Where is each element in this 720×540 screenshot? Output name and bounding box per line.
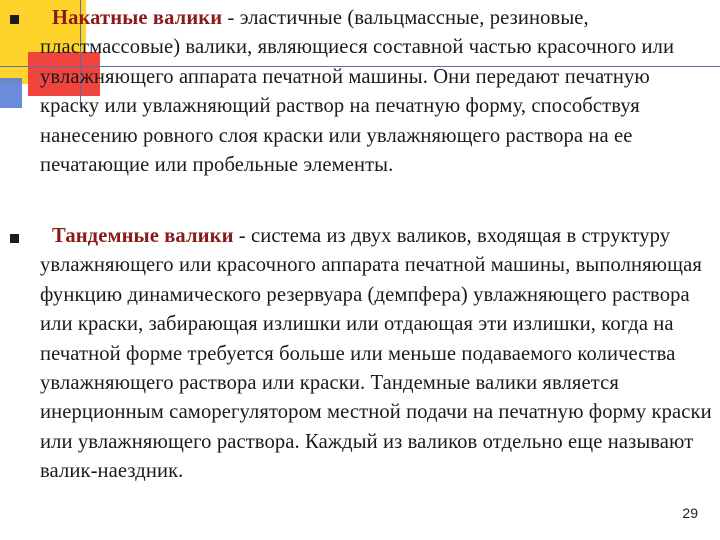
- paragraph-2: [40, 222, 712, 487]
- term-1: Накатные валики: [52, 7, 223, 29]
- square-bullet-icon: [10, 15, 19, 24]
- definition-2: - система из двух валиков, входящая в структуру увлажняющего или красочного аппарата печатной машины, выполняющая функцию динамического резервуара (демпфера) увлажняющего раствора или краски, забирающая излишки или отдающая эти излишки, когда на печатной форме требуется больше или меньше подаваемого количества увлажняющего раствора или краски. Тандемные валики является инерционным саморегулятором местной подачи на печатную форму краски или увлажняющего раствора. Каждый из валиков отдельно еще называют валик-наездник.: [40, 225, 712, 483]
- square-bullet-icon: [10, 234, 19, 243]
- definition-1: - эластичные (вальцмассные, резиновые, пластмассовые) валики, являющиеся составной частью красочного или увлажняющего аппарата печатной машины. Они передают печатную краску или увлажняющий раствор на печатную форму, способствуя нанесению ровного слоя краски или увлажняющего раствора на ее печатающие или пробельные элементы.: [40, 7, 675, 177]
- page-number: 29: [682, 505, 698, 521]
- term-2: Тандемные валики: [52, 225, 234, 247]
- paragraph-1: [40, 4, 712, 180]
